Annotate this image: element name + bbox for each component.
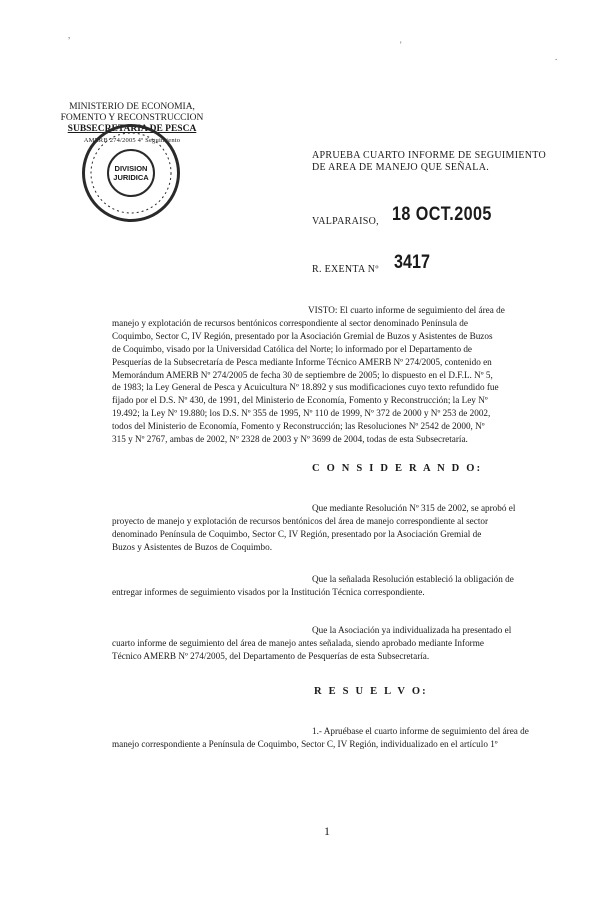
visto-line: 19.492; la Ley Nº 19.880; los D.S. Nº 355 de 1995, Nº 110 de 1999, Nº 372 de 2000 y Nº 253 de 2002,: [112, 408, 491, 419]
visto-line: todos del Ministerio de Economía, Fomento y Reconstrucción; las Resoluciones Nº 2542 de 2000, Nº: [112, 421, 485, 432]
considerando-line: Buzos y Asistentes de Buzos de Coquimbo.: [112, 541, 273, 552]
exenta-number: 3417: [394, 252, 430, 273]
considerando-paragraph-1: [112, 502, 570, 554]
visto-line: 315 y Nº 2767, ambas de 2002, Nº 2328 de 2003 y Nº 3699 de 2004, todas de esta Subsecretaría.: [112, 434, 468, 445]
considerando-line: Que la señalada Resolución estableció la obligación de: [312, 574, 514, 584]
considerando-line: Que la Asociación ya individualizada ha presentado el: [312, 625, 512, 635]
resolution-subject: [312, 150, 562, 174]
place-label: VALPARAISO,: [312, 216, 379, 227]
considerando-line: denominado Península de Coquimbo, Sector C, IV Región, presentado por la Asociación Gremial de: [112, 528, 482, 539]
date-stamp: 18 OCT.2005: [392, 204, 492, 225]
considerando-line: Que mediante Resolución Nº 315 de 2002, se aprobó el: [312, 503, 516, 513]
scan-mark: .: [555, 52, 558, 62]
official-seal: [82, 124, 180, 222]
reference-line: AMERB 274/2005 4º Seguimiento: [83, 137, 181, 144]
subject-line-2: DE AREA DE MANEJO QUE SEÑALA.: [312, 162, 490, 173]
considerando-line: cuarto informe de seguimiento del área de manejo antes señalada, siendo aprobado mediante Informe: [112, 637, 484, 648]
visto-line: Coquimbo, Sector C, IV Región, presentado por la Asociación Gremial de Buzos y Asistentes de Buzos: [112, 330, 493, 341]
subject-line-1: APRUEBA CUARTO INFORME DE SEGUIMIENTO: [312, 150, 547, 161]
visto-line: de Coquimbo, visado por la Universidad Católica del Norte; lo informado por el Departamento de: [112, 343, 473, 354]
scan-mark: ': [400, 40, 402, 50]
considerando-heading: C O N S I D E R A N D O:: [312, 463, 483, 474]
visto-line: de 1983; la Ley General de Pesca y Acuicultura Nº 18.892 y sus modificaciones cuyo texto refundido fue: [112, 382, 499, 393]
considerando-line: entregar informes de seguimiento visados por la Institución Técnica correspondiente.: [112, 586, 425, 597]
ministry-line-1: MINISTERIO DE ECONOMIA,: [69, 102, 195, 112]
page-number: 1: [324, 824, 330, 838]
visto-line: Memorándum AMERB Nº 274/2005 de fecha 30 de septiembre de 2005; lo dispuesto en el D.F.L. Nº 5,: [112, 369, 493, 380]
ministry-line-2: FOMENTO Y RECONSTRUCCION: [60, 113, 204, 123]
resuelvo-paragraph-1: [112, 725, 570, 751]
resuelvo-line: 1.- Apruébase el cuarto informe de seguimiento del área de: [312, 726, 529, 736]
subsecretaria-line: SUBSECRETARIA DE PESCA: [67, 124, 197, 134]
visto-paragraph: [112, 304, 570, 446]
scan-mark: ,: [68, 30, 71, 40]
place-date: [312, 204, 562, 234]
exenta-label: R. EXENTA Nº: [312, 264, 379, 275]
considerando-line: proyecto de manejo y explotación de recursos bentónicos del área de manejo correspondiente al sector: [112, 515, 489, 526]
considerando-line: Técnico AMERB Nº 274/2005, del Departamento de Pesquerías de esta Subsecretaría.: [112, 650, 430, 661]
considerando-paragraph-3: [112, 624, 570, 663]
resuelvo-line: manejo correspondiente a Península de Coquimbo, Sector C, IV Región, individualizado en el artículo 1º: [112, 738, 498, 749]
resuelvo-heading: R E S U E L V O:: [314, 686, 428, 697]
visto-line: manejo y explotación de recursos bentónicos correspondiente al sector denominado Península de: [112, 317, 468, 328]
visto-line: VISTO: El cuarto informe de seguimiento del área de: [308, 305, 505, 315]
seal-text-1: DIVISION: [114, 164, 148, 173]
seal-center: [107, 149, 155, 197]
visto-line: fijado por el D.S. Nº 430, de 1991, del Ministerio de Economía, Fomento y Reconstrucción; la Ley Nº: [112, 395, 488, 406]
seal-text-2: JURIDICA: [113, 173, 149, 182]
visto-line: Pesquerías de la Subsecretaría de Pesca mediante Informe Técnico AMERB Nº 274/2005, contenido en: [112, 356, 492, 367]
exenta-number-block: [312, 252, 512, 282]
considerando-paragraph-2: [112, 573, 570, 599]
